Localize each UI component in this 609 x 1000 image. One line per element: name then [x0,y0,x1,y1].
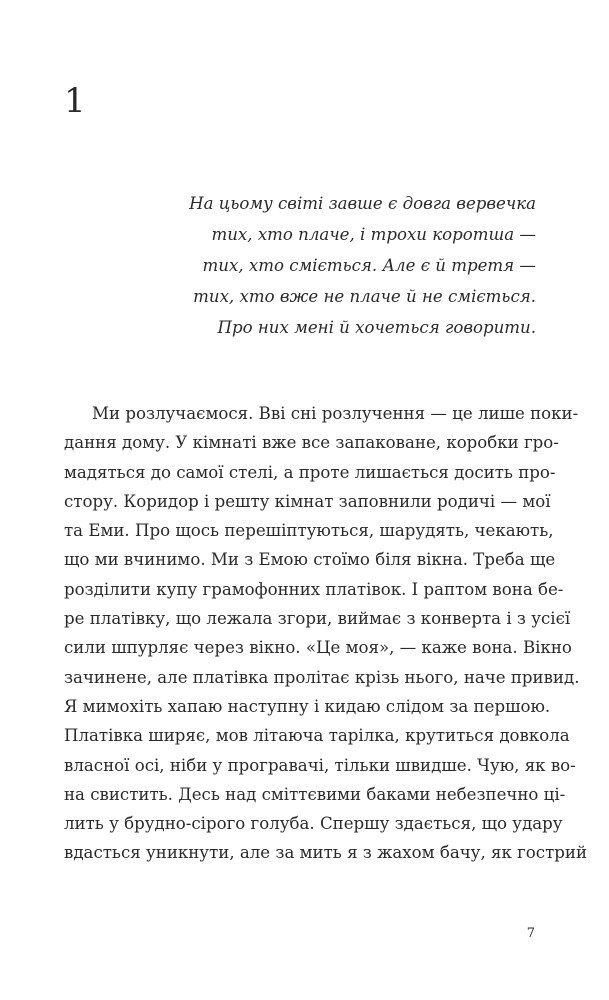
body-line: Я мимохіть хапаю наступну і кидаю слідом за першою. [64,696,551,716]
epigraph-line: Про них мені й хочеться говорити. [217,318,536,337]
body-line: зачинене, але платівка пролітає крізь нього, наче привид. [64,667,580,687]
body-line: дання дому. У кімнаті вже все запаковане, коробки гро- [64,433,559,453]
body-line: та Еми. Про щось перешіптуються, шарудять, чекають, [64,521,554,541]
page-number: 7 [526,926,535,941]
body-line: сили шпурляє через вікно. «Це моя», — каже вона. Вікно [64,638,572,658]
body-line: ре платівку, що лежала згори, виймає з конверта і з усієї [64,609,571,629]
body-line: що ми вчинимо. Ми з Емою стоїмо біля вікна. Треба ще [64,550,556,570]
body-line: Платівка ширяє, мов літаюча тарілка, крутиться довкола [64,726,570,746]
chapter-number: 1 [64,81,86,121]
body-line: лить у брудно-сірого голуба. Спершу здається, що удару [64,814,563,834]
epigraph-line: тих, хто сміється. Але є й третя — [202,256,536,275]
body-line: стору. Коридор і решту кімнат заповнили родичі — мої [64,491,551,511]
epigraph-line: тих, хто вже не плаче й не сміється. [193,287,536,306]
body-line: мадяться до самої стелі, а проте лишається досить про- [64,462,556,482]
body-line: на свистить. Десь над сміттєвими баками небезпечно ці- [64,784,566,804]
body-line: вдасться уникнути, але за мить я з жахом бачу, як гострий [64,843,588,863]
body-line: розділити купу грамофонних платівок. І раптом вона бе- [64,579,564,599]
body-paragraph [64,399,588,868]
body-line: Ми розлучаємося. Вві сні розлучення — це лише поки- [92,404,579,423]
epigraph-line: тих, хто плаче, і трохи коротша — [211,225,536,244]
epigraph-line: На цьому світі завше є довга вервечка [189,194,536,213]
epigraph [160,188,536,343]
body-line: власної осі, ніби у програвачі, тільки швидше. Чую, як во- [64,755,576,775]
